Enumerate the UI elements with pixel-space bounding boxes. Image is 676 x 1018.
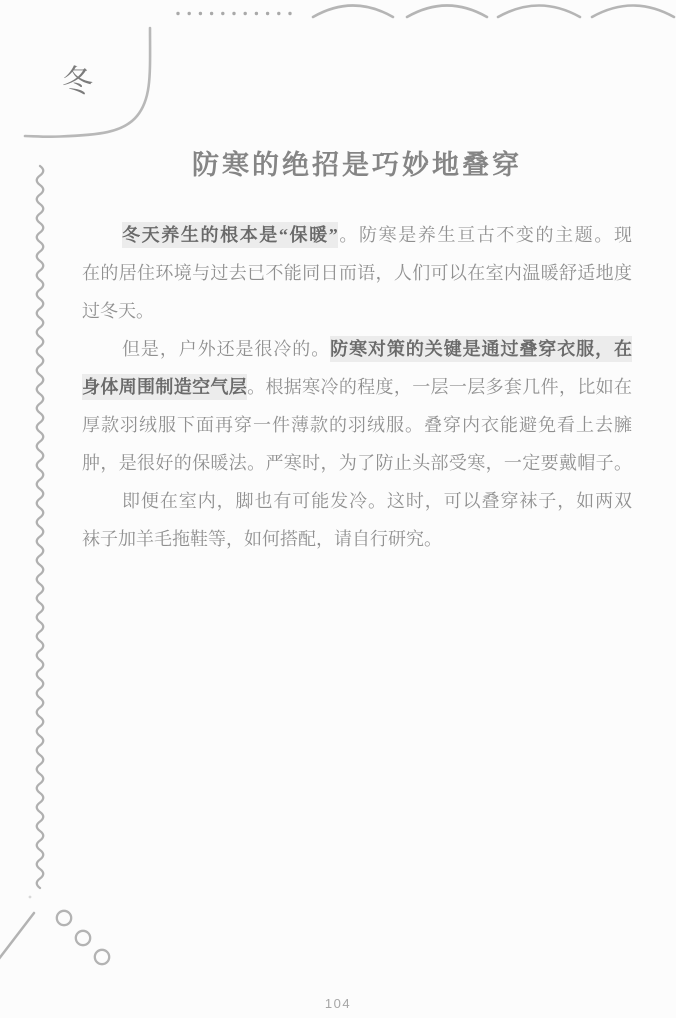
dot-decoration [232,12,235,15]
text-line [82,444,632,482]
text-line [82,482,632,520]
page-number: 104 [324,996,352,1011]
text-line [82,216,632,254]
text-line [82,520,632,558]
body-text: 。防寒是养生亘古不变的主题。现 [337,225,633,245]
emphasized-text: 冬天养生的根本是“保暖” [122,222,338,248]
body-text: 袜子加羊毛拖鞋等，如何搭配，请自行研究。 [82,529,442,549]
emphasized-text: 防寒对策的关键是通过叠穿衣服，在 [330,336,632,362]
body-text: 厚款羽绒服下面再穿一件薄款的羽绒服。叠穿内衣能避免看上去臃 [82,415,632,435]
dot-decoration [221,12,224,15]
circle-decoration [95,950,109,964]
text-line [82,330,632,368]
paragraph [82,216,632,330]
text-line [82,368,632,406]
dot-decoration [255,12,258,15]
circle-decoration [57,911,71,925]
article-body [82,216,632,558]
dot-decoration [244,12,247,15]
dotted-line-decoration [176,12,291,15]
top-ornaments-decoration [0,0,676,26]
diagonal-stroke-decoration [0,913,34,960]
speck-decoration [29,896,32,899]
text-line [82,406,632,444]
bottom-left-decoration [0,888,130,978]
dot-decoration [176,12,179,15]
body-text: 但是，户外还是很冷的。 [122,339,331,359]
body-text: 即便在室内，脚也有可能发冷。这时，可以叠穿袜子，如两双 [122,491,632,511]
dot-decoration [277,12,280,15]
scallop-arcs-decoration [313,6,674,18]
left-wavy-border-decoration [28,160,52,900]
dot-decoration [210,12,213,15]
emphasized-text: 身体周围制造空气层 [82,374,247,400]
dot-decoration [266,12,269,15]
dot-decoration [288,12,291,15]
text-line [82,292,632,330]
text-line [82,254,632,292]
page-title: 防寒的绝招是巧妙地叠穿 [192,150,522,180]
circle-decoration [76,931,90,945]
paragraph [82,330,632,482]
paragraph [82,482,632,558]
body-text: 肿，是很好的保暖法。严寒时，为了防止头部受寒，一定要戴帽子。 [82,453,632,473]
dot-decoration [188,12,191,15]
section-label: 冬 [62,64,93,99]
body-text: 。根据寒冷的程度，一层一层多套几件，比如在 [247,377,633,397]
body-text: 过冬天。 [82,301,154,321]
body-text: 在的居住环境与过去已不能同日而语，人们可以在室内温暖舒适地度 [82,263,632,283]
dot-decoration [199,12,202,15]
